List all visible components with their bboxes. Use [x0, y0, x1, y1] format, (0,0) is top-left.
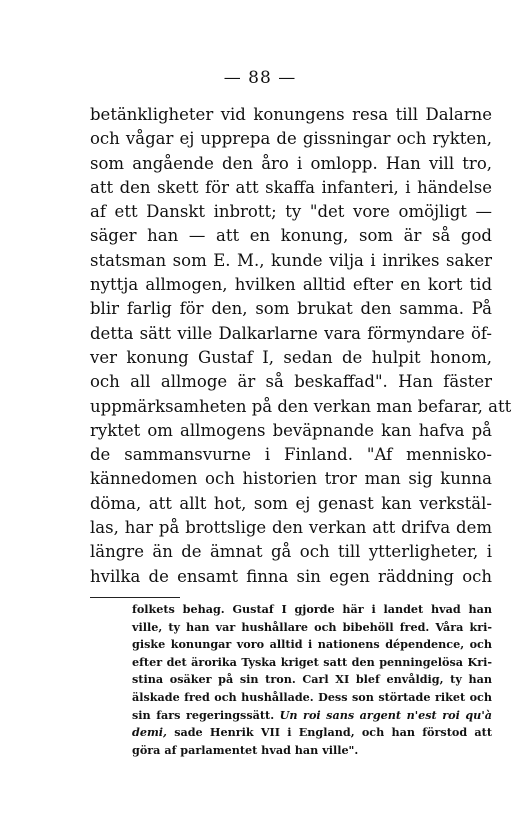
body-line: nyttja allmogen, hvilken alltid efter en kort tid — [90, 275, 492, 295]
body-line: ver konung Gustaf I, sedan de hulpit honom, — [90, 347, 492, 367]
footnote-text: sin fars regeringssätt. — [132, 707, 275, 722]
footnote — [132, 601, 492, 759]
body-line: kännedomen och historien tror man sig kunna — [90, 469, 492, 489]
footnote-line: folkets behag. Gustaf I gjorde här i landet hvad han — [132, 602, 492, 616]
body-line: att den skett för att skaffa infanteri, i händelse — [90, 177, 492, 197]
footnote-line: göra af parlamentet hvad han ville". — [132, 742, 359, 757]
body-line: statsman som E. M., kunde vilja i inrikes saker — [90, 250, 492, 270]
page-number: — 88 — — [223, 68, 297, 88]
footnote-line — [132, 707, 492, 725]
body-line: och vågar ej upprepa de gissningar och rykten, — [90, 129, 492, 149]
body-line: säger han — att en konung, som är så god — [90, 226, 492, 246]
footnote-line: efter det ärorika Tyska kriget satt den penningelösa Kri- — [132, 654, 492, 669]
body-line: detta sätt ville Dalkarlarne vara förmyndare öf- — [90, 323, 492, 343]
footnote-text: sade Henrik VII i England, och han förstod att — [174, 725, 492, 740]
footnote-divider — [90, 597, 180, 598]
footnote-line: stina osäker på sin tron. Carl XI blef envåldig, ty han — [132, 672, 492, 687]
body-line: och all allmoge är så beskaffad". Han fäster — [90, 372, 492, 392]
footnote-line: älskade fred och hushållade. Dess son störtade riket och — [132, 689, 492, 704]
body-line: betänkligheter vid konungens resa till Dalarne — [90, 105, 492, 124]
body-line: döma, att allt hot, som ej genast kan verkstäl- — [90, 493, 492, 513]
footnote-line — [132, 724, 492, 742]
body-line: som angående den åro i omlopp. Han vill tro, — [90, 153, 492, 173]
body-line: ryktet om allmogens beväpnande kan hafva på — [90, 420, 492, 440]
body-line: uppmärksamheten på den verkan man befarar, att — [90, 396, 512, 416]
footnote-quote: Un roi sans argent n'est roi qu'à — [279, 707, 492, 722]
body-text — [90, 103, 512, 589]
body-line: längre än de ämnat gå och till ytterligheter, i — [90, 542, 492, 562]
body-line: las, har på brottslige den verkan att drifva dem — [90, 518, 492, 538]
body-line: af ett Danskt inbrott; ty "det vore omöjligt — — [90, 202, 492, 222]
body-line: de sammansvurne i Finland. "Af mennisko- — [90, 445, 492, 465]
body-line: hvilka de ensamt finna sin egen räddning och — [90, 566, 492, 586]
footnote-line: giske konungar voro alltid i nationens dépendence, och — [132, 637, 492, 652]
footnote-quote: demi, — [132, 725, 167, 740]
footnote-line: ville, ty han var hushållare och bibehöll fred. Våra kri- — [132, 619, 492, 634]
body-line: blir farlig för den, som brukat den samma. På — [90, 299, 492, 319]
